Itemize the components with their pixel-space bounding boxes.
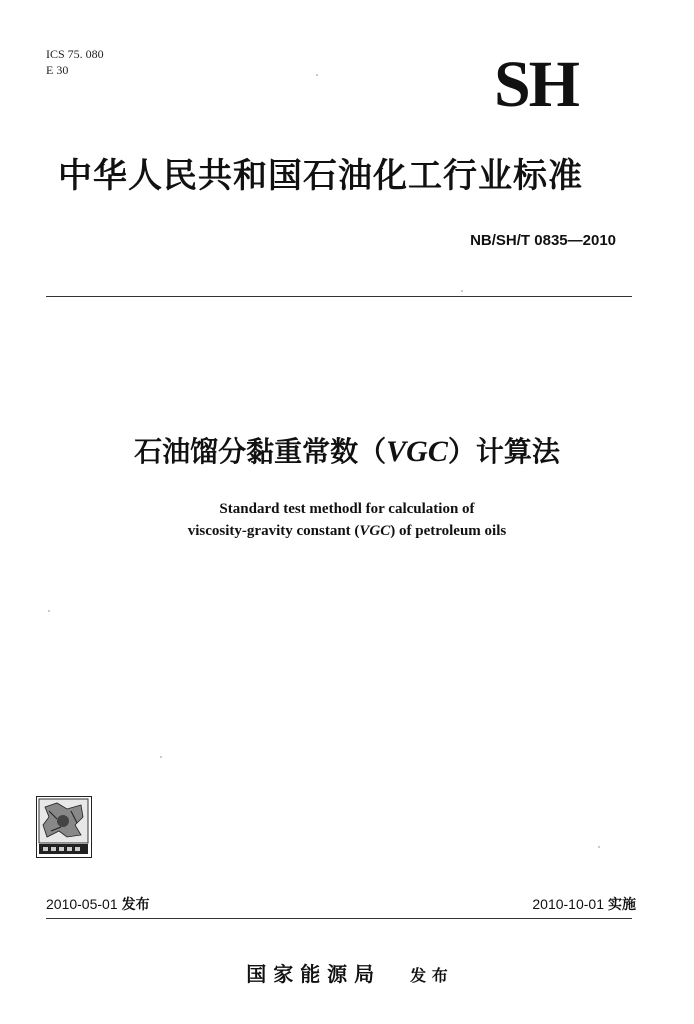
title-en-line-2-part-2: ) of petroleum oils <box>390 523 507 539</box>
class-code: E 30 <box>46 63 69 77</box>
title-en-line-2-part-1: viscosity-gravity constant ( <box>187 523 360 539</box>
effective-date-label: 实施 <box>608 897 636 913</box>
publisher-name: 国 家 能 源 局 <box>246 962 375 986</box>
scan-speck <box>598 846 600 848</box>
title-cn-vgc: VGC <box>386 435 448 468</box>
title-en-line-2 <box>0 520 694 542</box>
publisher-label: 发 布 <box>410 966 448 985</box>
standard-category-title: 中华人民共和国石油化工行业标准 <box>58 156 583 196</box>
issue-date-value: 2010-05-01 <box>46 896 118 912</box>
document-title-cn <box>0 432 694 472</box>
scan-speck <box>160 756 162 758</box>
publisher-line <box>0 958 694 987</box>
title-en-line-1: Standard test methodl for calculation of <box>219 501 475 517</box>
scan-speck <box>48 610 50 612</box>
category-mark: SH <box>493 48 579 121</box>
scan-speck <box>461 290 463 292</box>
scan-speck <box>316 74 318 76</box>
issue-date <box>46 894 150 914</box>
bottom-divider <box>46 918 632 919</box>
effective-date <box>532 894 636 914</box>
document-title-en <box>0 498 694 542</box>
standard-number: NB/SH/T 0835—2010 <box>470 232 616 249</box>
classification-codes <box>46 46 104 78</box>
effective-date-value: 2010-10-01 <box>532 896 604 912</box>
publisher-logo-icon <box>36 796 92 858</box>
title-cn-part-2: ）计算法 <box>447 435 560 468</box>
top-divider <box>46 296 632 297</box>
ics-code: ICS 75. 080 <box>46 47 104 61</box>
title-cn-part-1: 石油馏分黏重常数（ <box>134 435 387 468</box>
issue-date-label: 发布 <box>121 897 150 913</box>
title-en-vgc: VGC <box>359 523 391 539</box>
